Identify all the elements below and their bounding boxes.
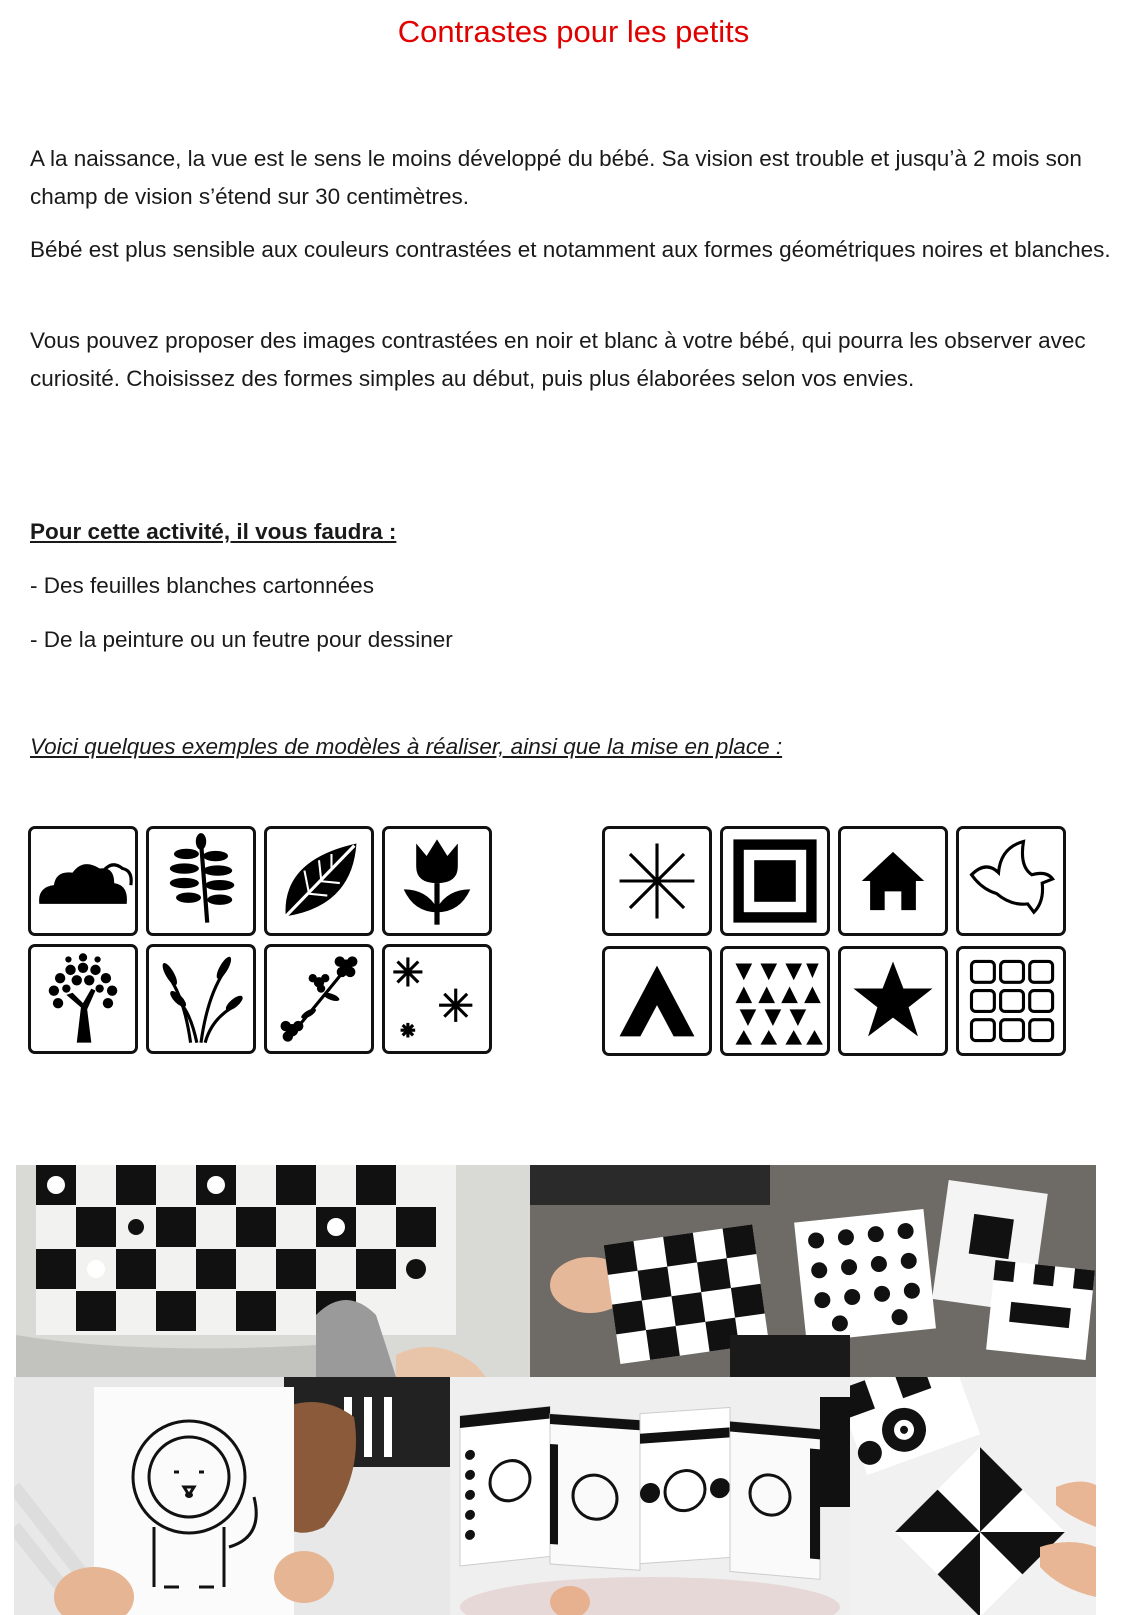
house-icon	[838, 826, 948, 936]
materials-heading: Pour cette activité, il vous faudra :	[30, 519, 397, 544]
paragraph-sensitivity: Bébé est plus sensible aux couleurs contrastées et notamment aux formes géométriques noires et blanches.	[30, 237, 1111, 262]
asterisk-icon	[602, 826, 712, 936]
branches-icon	[146, 944, 256, 1054]
material-item: - De la peinture ou un feutre pour dessiner	[30, 627, 453, 652]
grid-squares-icon	[956, 946, 1066, 1056]
contrast-cards-floor-photo	[530, 1165, 1096, 1377]
star-icon	[838, 946, 948, 1056]
cloud-icon	[28, 826, 138, 936]
tent-icon	[602, 946, 712, 1056]
nested-square-icon	[720, 826, 830, 936]
contrast-cards-wall-photo	[16, 1165, 530, 1377]
leaf-icon	[264, 826, 374, 936]
lion-card-photo	[14, 1377, 450, 1615]
bird-icon	[956, 826, 1066, 936]
examples-intro: Voici quelques exemples de modèles à réaliser, ainsi que la mise en place :	[30, 734, 783, 759]
triangles-icon	[720, 946, 830, 1056]
star-flowers-icon	[382, 944, 492, 1054]
page-title: Contrastes pour les petits	[397, 14, 750, 49]
material-item: - Des feuilles blanches cartonnées	[30, 573, 374, 598]
pinwheel-card-photo	[850, 1377, 1096, 1615]
tulip-icon	[382, 826, 492, 936]
nature-icons-grid	[28, 826, 498, 1056]
paragraph-proposal: Vous pouvez proposer des images contrastées en noir et blanc à votre bébé, qui pourra les observer avec curiosité. Choisissez des formes simples au début, puis plus élaborées selon vos envies.	[30, 328, 1086, 391]
tree-icon	[28, 944, 138, 1054]
fern-leaf-icon	[146, 826, 256, 936]
folding-book-photo	[450, 1377, 850, 1615]
paragraph-vision: A la naissance, la vue est le sens le moins développé du bébé. Sa vision est trouble et jusqu’à 2 mois son champ de vision s’étend sur 30 centimètres.	[30, 146, 1082, 209]
flower-branch-icon	[264, 944, 374, 1054]
geometric-icons-grid	[602, 826, 1077, 1064]
